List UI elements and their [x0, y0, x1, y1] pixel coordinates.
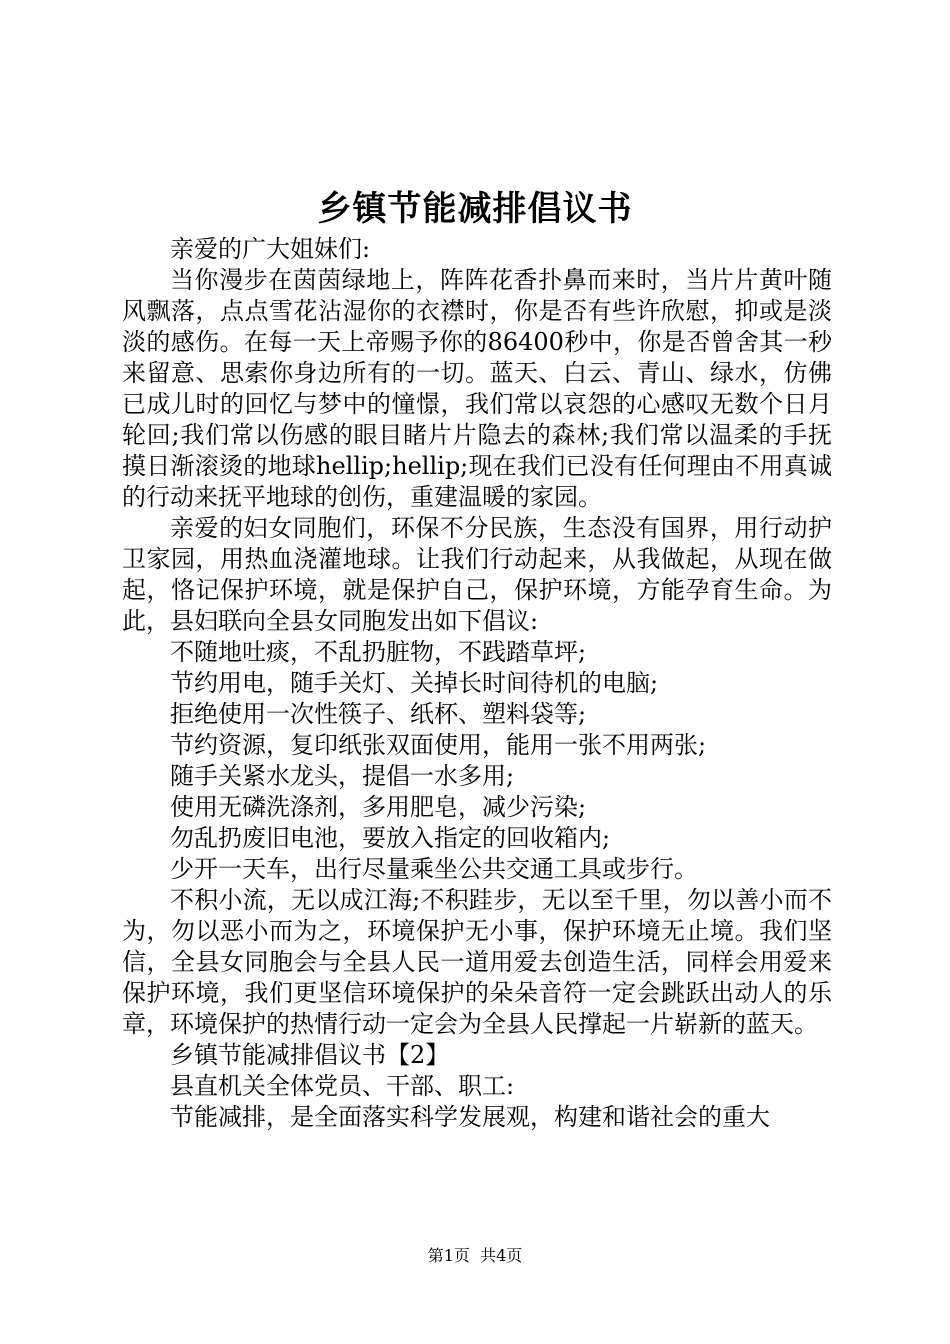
proposal-item: 拒绝使用一次性筷子、纸杯、塑料袋等;: [170, 700, 587, 728]
footer-spacer: [470, 1246, 480, 1265]
proposal-item: 勿乱扔废旧电池，要放入指定的回收箱内;: [170, 824, 611, 852]
paragraph: 当你漫步在茵茵绿地上，阵阵花香扑鼻而来时，当片片黄叶随风飘落，点点雪花沾湿你的衣襟时，你是否有些许欣慰，抑或是淡淡的感伤。在每一天上帝赐予你的86400秒中，你是否曾舍其一秒来留意、思索你身边所有的一切。蓝天、白云、青山、绿水，仿佛已成儿时的回忆与梦中的憧憬，我们常以哀怨的心感叹无数个日月轮回;我们常以伤感的眼目睹片片隐去的森林;我们常以温柔的手抚摸日渐滚烫的地球hellip;hellip;现在我们已没有任何理由不用真诚的行动来抚平地球的创伤，重建温暖的家园。: [122, 266, 832, 511]
proposal-item: 节约用电，随手关灯、关掉长时间待机的电脑;: [170, 669, 659, 697]
proposal-item: 随手关紧水龙头，提倡一水多用;: [170, 762, 515, 790]
paragraph: 不积小流，无以成江海;不积跬步，无以至千里，勿以善小而不为，勿以恶小而为之，环境保护无小事，保护环境无止境。我们坚信，全县女同胞会与全县人民一道用爱去创造生活，同样会用爱来保护环境，我们更坚信环境保护的朵朵音符一定会跳跃出动人的乐章，环境保护的热情行动一定会为全县人民撑起一片崭新的蓝天。: [122, 886, 832, 1038]
page-number: 第1页: [427, 1246, 470, 1265]
document-title: 乡镇节能减排倡议书: [317, 189, 633, 229]
paragraph: 亲爱的妇女同胞们，环保不分民族，生态没有国界，用行动护卫家园，用热血浇灌地球。让我们行动起来，从我做起，从现在做起，恪记保护环境，就是保护自己，保护环境，方能孕育生命。为此，县妇联向全县女同胞发出如下倡议:: [122, 514, 832, 635]
proposal-item: 使用无磷洗涤剂，多用肥皂，减少污染;: [170, 793, 587, 821]
proposal-item: 少开一天车，出行尽量乘坐公共交通工具或步行。: [170, 855, 698, 883]
total-pages: 共4页: [480, 1246, 523, 1265]
proposal-item: 节约资源，复印纸张双面使用，能用一张不用两张;: [170, 731, 707, 759]
document-body: [122, 234, 832, 1133]
page-footer: [0, 1245, 950, 1267]
salutation: 县直机关全体党员、干部、职工:: [170, 1072, 515, 1100]
section-heading: 乡镇节能减排倡议书【2】: [170, 1041, 450, 1069]
proposal-item: 不随地吐痰，不乱扔脏物，不践踏草坪;: [170, 638, 587, 666]
paragraph: 节能减排，是全面落实科学发展观，构建和谐社会的重大: [170, 1103, 770, 1131]
salutation: 亲爱的广大姐妹们:: [170, 235, 371, 263]
